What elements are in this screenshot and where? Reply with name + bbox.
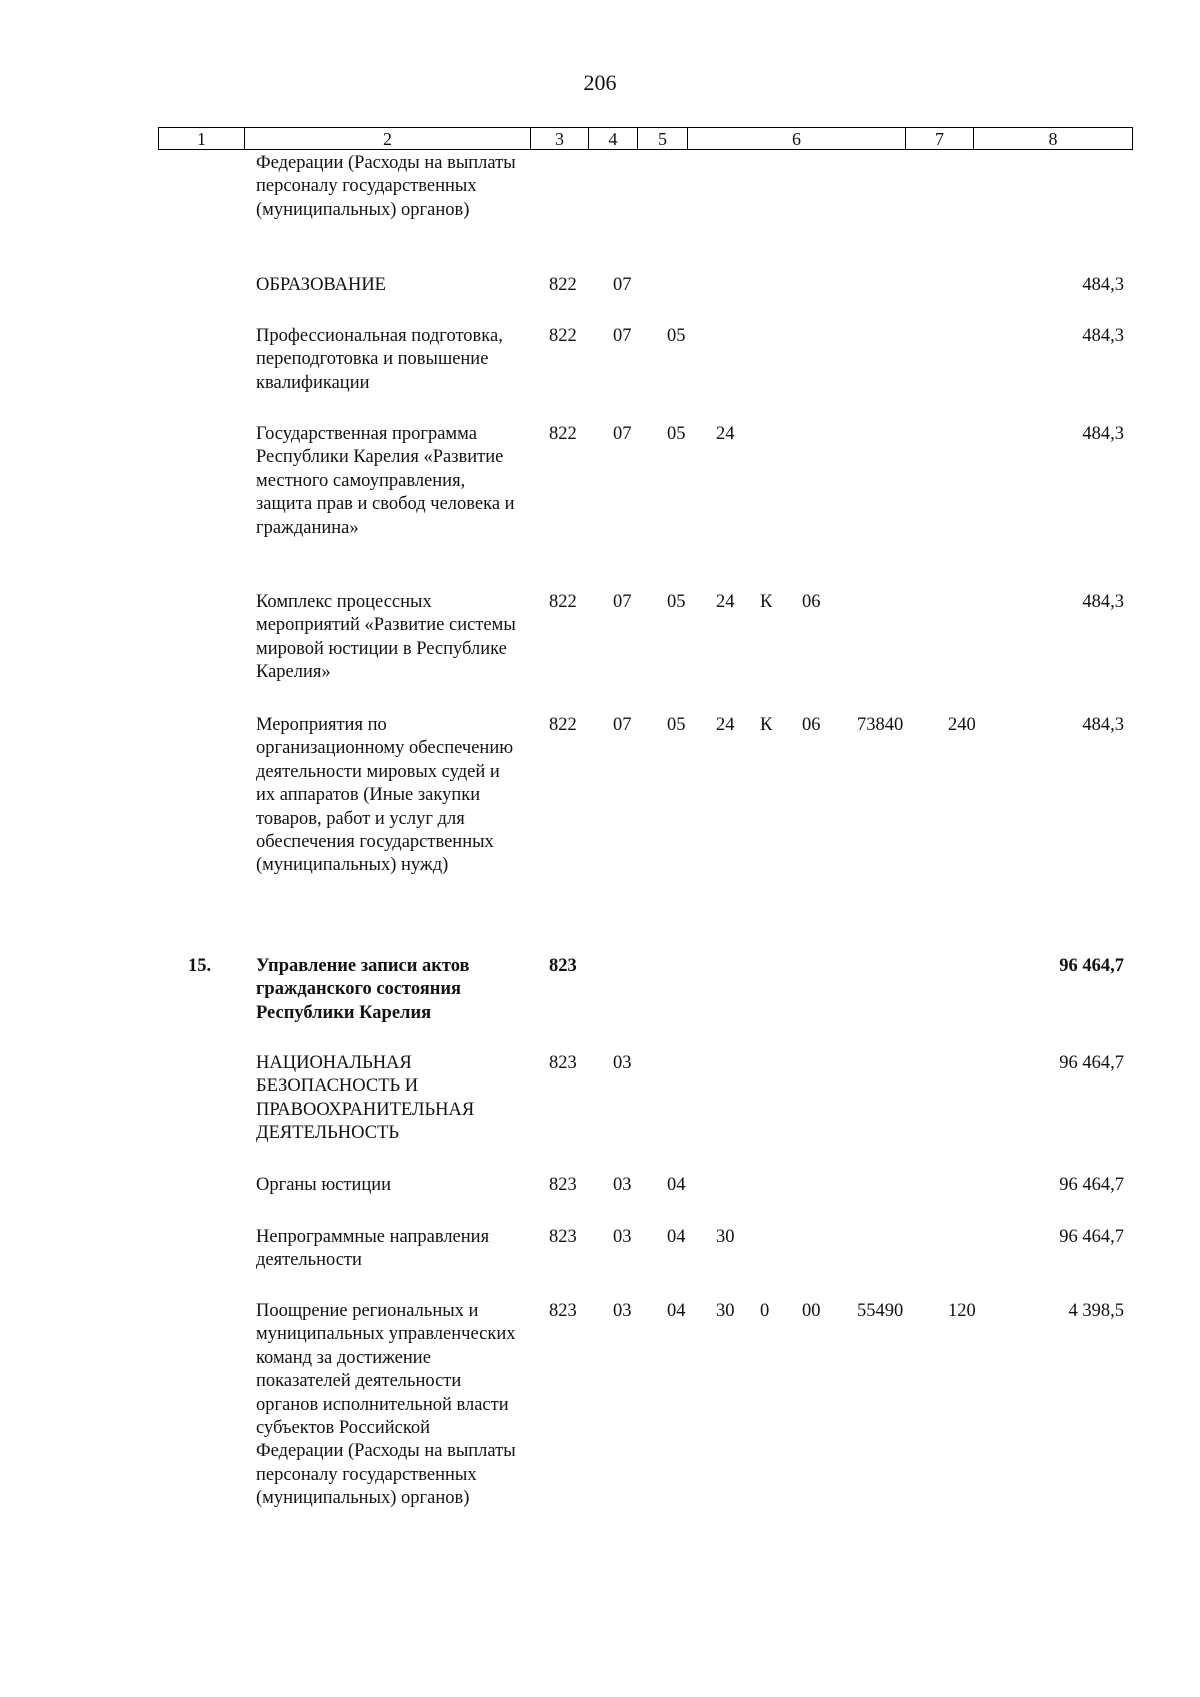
row-grbs: 823 xyxy=(549,1053,577,1073)
row-sum: 96 464,7 xyxy=(1059,1053,1124,1073)
header-col-5: 5 xyxy=(638,128,688,150)
row-section: 07 xyxy=(613,424,632,444)
row-grbs: 823 xyxy=(549,1301,577,1321)
row-program: 24 xyxy=(716,424,735,444)
row-section: 07 xyxy=(613,326,632,346)
row-name: Профессиональная подготовка, переподготовка и повышение квалификации xyxy=(256,326,503,393)
row-grbs: 823 xyxy=(549,956,577,976)
header-col-7: 7 xyxy=(906,128,974,150)
table-header xyxy=(158,127,1133,150)
row-section: 03 xyxy=(613,1227,632,1247)
header-col-3: 3 xyxy=(531,128,589,150)
row-number: 15. xyxy=(188,956,212,976)
row-sum: 484,3 xyxy=(1082,592,1124,612)
row-name: Поощрение региональных и муниципальных управленческих команд за достижение показателей деятельности органов исполнительной власти субъектов Российской Федерации (Расходы на выплаты персоналу государственных (муниципальных) органов) xyxy=(256,1301,516,1509)
row-section: 03 xyxy=(613,1175,632,1195)
header-col-4: 4 xyxy=(589,128,638,150)
row-section: 07 xyxy=(613,592,632,612)
row-grbs: 823 xyxy=(549,1227,577,1247)
row-name: Непрограммные направления деятельности xyxy=(256,1227,490,1271)
row-grbs: 822 xyxy=(549,326,577,346)
header-col-2: 2 xyxy=(245,128,531,150)
row-program: 24 xyxy=(716,592,735,612)
row-program: 30 xyxy=(716,1301,735,1321)
row-subcode: 06 xyxy=(802,592,821,612)
row-name: НАЦИОНАЛЬНАЯ БЕЗОПАСНОСТЬ И ПРАВООХРАНИТЕЛЬНАЯ ДЕЯТЕЛЬНОСТЬ xyxy=(256,1053,475,1144)
row-name: Комплекс процессных мероприятий «Развитие системы мировой юстиции в Республике Карелия» xyxy=(256,592,516,683)
row-sum: 96 464,7 xyxy=(1059,1175,1124,1195)
row-sum: 484,3 xyxy=(1082,424,1124,444)
row-grbs: 822 xyxy=(549,275,577,295)
row-name: Мероприятия по организационному обеспечению деятельности мировых судей и их аппаратов (Иные закупки товаров, работ и услуг для обеспечения государственных (муниципальных) нужд) xyxy=(256,715,514,876)
row-subcode: 00 xyxy=(802,1301,821,1321)
row-section: 03 xyxy=(613,1301,632,1321)
row-section: 03 xyxy=(613,1053,632,1073)
row-k: 0 xyxy=(760,1301,770,1321)
row-subsection: 05 xyxy=(667,715,686,735)
row-subsection: 04 xyxy=(667,1227,686,1247)
row-subcode: 06 xyxy=(802,715,821,735)
row-subsection: 04 xyxy=(667,1301,686,1321)
row-direction: 73840 xyxy=(857,715,904,735)
row-sum: 96 464,7 xyxy=(1059,956,1124,976)
row-expense-type: 120 xyxy=(948,1301,976,1321)
row-subsection: 05 xyxy=(667,592,686,612)
header-col-8: 8 xyxy=(974,128,1133,150)
row-sum: 4 398,5 xyxy=(1068,1301,1124,1321)
row-section: 07 xyxy=(613,715,632,735)
row-sum: 484,3 xyxy=(1082,715,1124,735)
row-sum: 484,3 xyxy=(1082,326,1124,346)
row-k: К xyxy=(760,715,773,735)
row-grbs: 822 xyxy=(549,715,577,735)
page-number: 206 xyxy=(583,70,617,95)
row-name: Государственная программа Республики Карелия «Развитие местного самоуправления, защита прав и свобод человека и гражданина» xyxy=(256,424,515,538)
row-k: К xyxy=(760,592,773,612)
row-name: Федерации (Расходы на выплаты персоналу государственных (муниципальных) органов) xyxy=(256,153,516,220)
row-subsection: 05 xyxy=(667,326,686,346)
row-expense-type: 240 xyxy=(948,715,976,735)
row-subsection: 05 xyxy=(667,424,686,444)
row-subsection: 04 xyxy=(667,1175,686,1195)
row-program: 24 xyxy=(716,715,735,735)
row-section: 07 xyxy=(613,275,632,295)
row-grbs: 822 xyxy=(549,592,577,612)
row-sum: 484,3 xyxy=(1082,275,1124,295)
row-name: Управление записи актов гражданского состояния Республики Карелия xyxy=(256,956,470,1023)
row-name: Органы юстиции xyxy=(256,1175,392,1195)
row-sum: 96 464,7 xyxy=(1059,1227,1124,1247)
row-direction: 55490 xyxy=(857,1301,904,1321)
row-name: ОБРАЗОВАНИЕ xyxy=(256,275,386,295)
row-program: 30 xyxy=(716,1227,735,1247)
row-grbs: 822 xyxy=(549,424,577,444)
header-col-6: 6 xyxy=(688,128,906,150)
header-col-1: 1 xyxy=(159,128,245,150)
row-grbs: 823 xyxy=(549,1175,577,1195)
